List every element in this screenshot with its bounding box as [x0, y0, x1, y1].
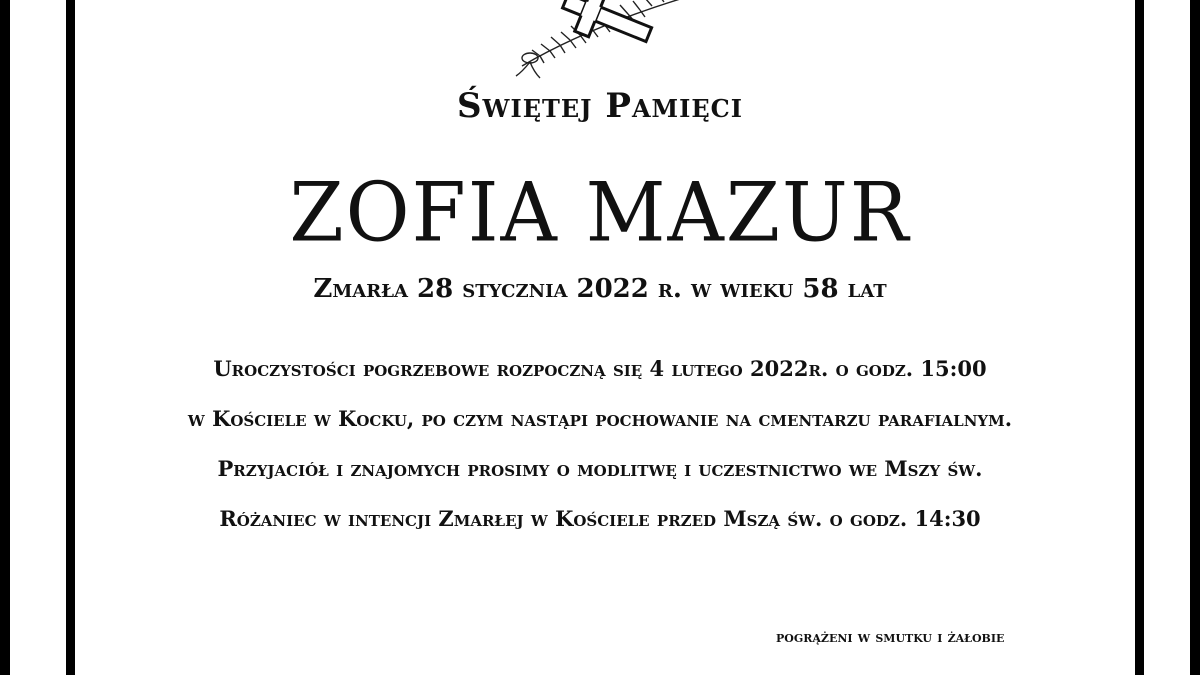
- mourners-label: pogrążeni w smutku i żałobie: [776, 628, 1005, 646]
- ceremony-line: Uroczystości pogrzebowe rozpoczną się 4 lutego 2022r. o godz. 15:00: [213, 356, 987, 381]
- ceremony-line: Różaniec w intencji Zmarłej w Kościele przed Mszą św. o godz. 14:30: [219, 506, 981, 531]
- notice-heading: Świętej Pamięci: [457, 86, 743, 126]
- ceremony-line: Przyjaciół i znajomych prosimy o modlitwę i uczestnictwo we Mszy św.: [217, 456, 983, 481]
- ceremony-line: w Kościele w Kocku, po czym nastąpi pochowanie na cmentarzu parafialnym.: [187, 406, 1013, 431]
- deceased-name: ZOFIA MAZUR: [289, 165, 911, 261]
- death-date-line: Zmarła 28 stycznia 2022 r. w wieku 58 lat: [313, 274, 887, 304]
- cross-with-palm-icon: [500, 0, 700, 86]
